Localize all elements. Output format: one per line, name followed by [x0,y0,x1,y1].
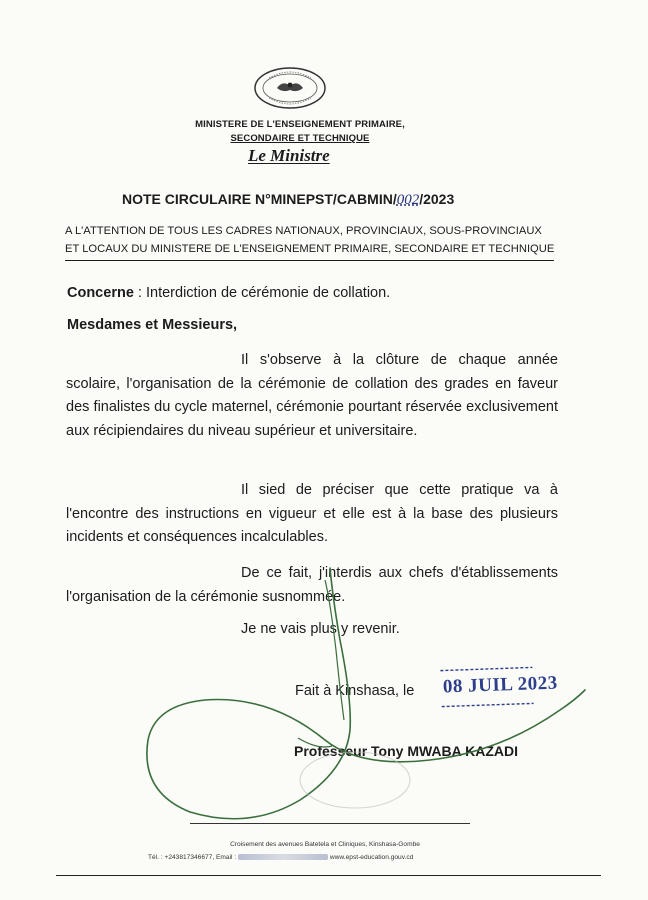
date-stamp [436,663,559,710]
paragraph-1 [66,349,558,443]
signatory-name: Professeur Tony MWABA KAZADI [294,743,519,759]
footer-email-redacted [238,854,328,860]
ministry-line-2: SECONDAIRE ET TECHNIQUE [230,133,370,144]
paragraph-1-text: Il s'observe à la clôture de chaque année scolaire, l'organisation de la cérémonie de collation des grades en faveur des finalistes du cycle maternel, cérémonie pourtant réservée exclusivement aux récipiendaires du niveau supérieur et universitaire. [66,352,558,439]
ministry-name [150,118,450,146]
ministry-seal-icon [253,66,327,110]
paragraph-3-text: De ce fait, j'interdis aux chefs d'établissements l'organisation de la cérémonie susnommée. [66,565,558,605]
bottom-divider [56,875,601,876]
subject-label: Concerne [67,285,134,301]
ministry-line-1: MINISTERE DE L'ENSEIGNEMENT PRIMAIRE, [195,119,405,130]
circular-number: 002 [396,192,420,208]
footer-address: Croisement des avenues Batetela et Cliniques, Kinshasa-Gombe [230,841,420,848]
attention-line-2: ET LOCAUX DU MINISTERE DE L'ENSEIGNEMENT PRIMAIRE, SECONDAIRE ET TECHNIQUE [65,240,554,261]
circular-reference [122,191,522,209]
footer-website[interactable]: www.epst-education.gouv.cd [329,854,414,861]
subject-line [67,285,390,301]
footer-contact [120,851,530,864]
salutation: Mesdames et Messieurs, [67,317,238,333]
paragraph-2 [66,479,558,550]
paragraph-2-text: Il sied de préciser que cette pratique va à l'encontre des instructions en vigueur et elle est à la base des plusieurs incidents et conséquences incalculables. [66,482,558,545]
subject-text: Interdiction de cérémonie de collation. [145,285,391,301]
footer-divider [190,823,470,824]
date-stamp-value: 08 JUIL 2023 [442,672,559,698]
paragraph-4: Je ne vais plus y revenir. [241,621,400,637]
circular-prefix: NOTE CIRCULAIRE N°MINEPST/CABMIN/ [122,191,397,207]
circular-suffix: /2023 [419,191,455,207]
minister-title: Le Ministre [248,146,330,165]
footer-phone: Tél. : +243817346677, Email : [148,854,237,861]
place-line: Fait à Kinshasa, le [295,683,415,699]
footer [120,838,530,864]
attention-block [65,222,565,261]
paragraph-3 [66,562,558,609]
attention-line-1: A L'ATTENTION DE TOUS LES CADRES NATIONAUX, PROVINCIAUX, SOUS-PROVINCIAUX [65,225,542,237]
subject-separator: : [133,285,146,301]
